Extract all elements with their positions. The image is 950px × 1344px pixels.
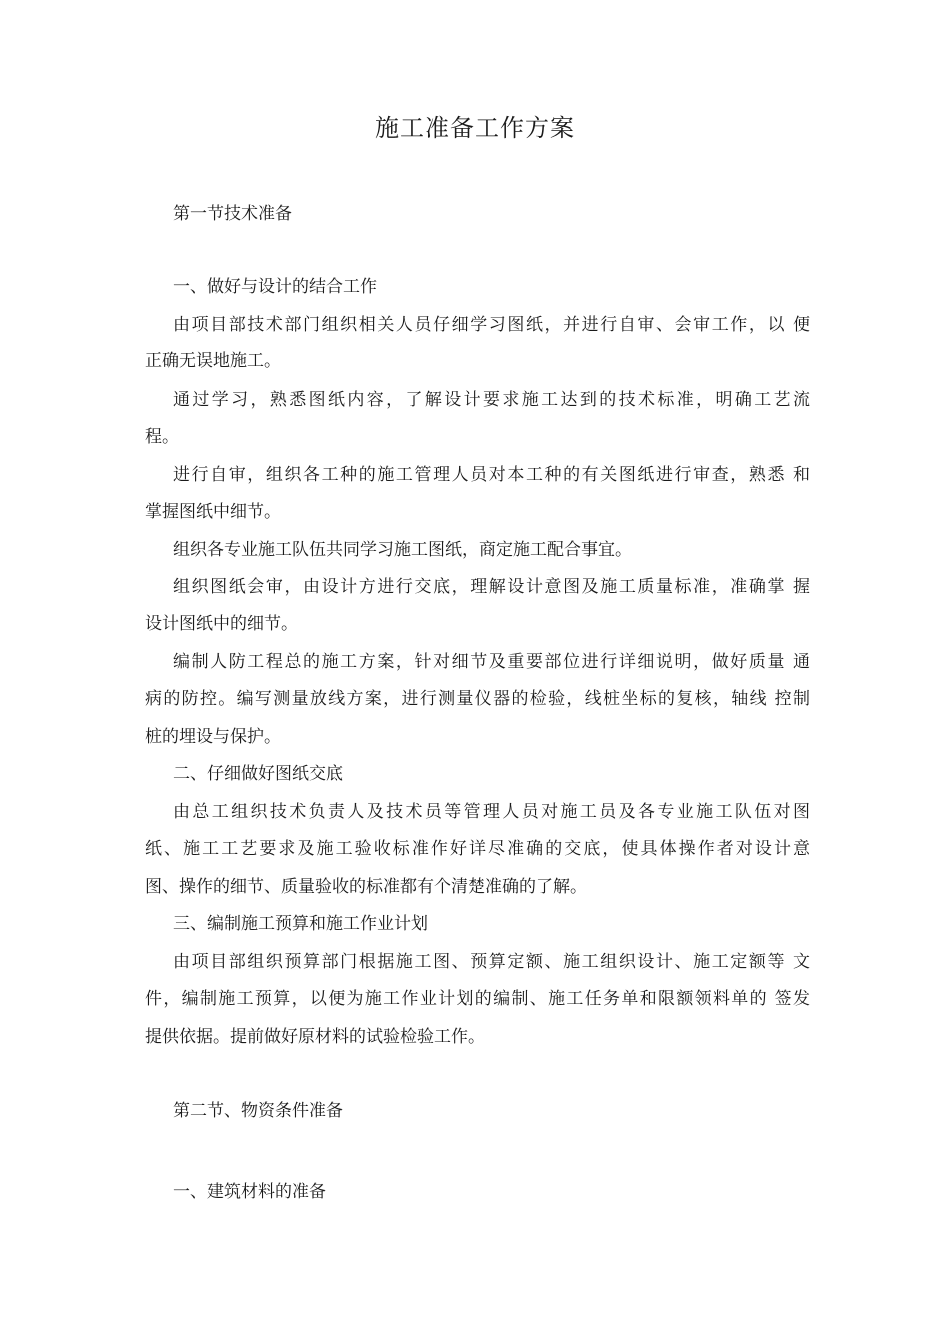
section-heading: 第一节技术准备 [173, 204, 292, 224]
paragraph-line: 进行自审，组织各工种的施工管理人员对本工种的有关图纸进行审查，熟悉 和 [173, 465, 810, 485]
paragraph-line: 程。 [145, 427, 179, 447]
paragraph-line: 通过学习，熟悉图纸内容，了解设计要求施工达到的技术标准，明确工艺流 [173, 390, 810, 410]
subsection-heading: 一、建筑材料的准备 [173, 1182, 326, 1202]
subsection-heading: 三、编制施工预算和施工作业计划 [173, 914, 428, 934]
paragraph-line: 组织各专业施工队伍共同学习施工图纸，商定施工配合事宜。 [173, 540, 632, 560]
paragraph-line: 图、操作的细节、质量验收的标准都有个清楚准确的了解。 [145, 877, 587, 897]
paragraph-line: 纸、施工工艺要求及施工验收标准作好详尽准确的交底，使具体操作者对设计意 [145, 839, 810, 859]
section-heading: 第二节、物资条件准备 [173, 1101, 343, 1121]
paragraph-line: 桩的埋设与保护。 [145, 727, 281, 747]
paragraph-line: 编制人防工程总的施工方案，针对细节及重要部位进行详细说明，做好质量 通 [173, 652, 810, 672]
paragraph-line: 提供依据。提前做好原材料的试验检验工作。 [145, 1027, 485, 1047]
paragraph-line: 正确无误地施工。 [145, 351, 281, 371]
subsection-heading: 二、仔细做好图纸交底 [173, 764, 343, 784]
paragraph-line: 掌握图纸中细节。 [145, 502, 281, 522]
paragraph-line: 由项目部技术部门组织相关人员仔细学习图纸，并进行自审、会审工作，以 便 [173, 315, 810, 335]
paragraph-line: 由总工组织技术负责人及技术员等管理人员对施工员及各专业施工队伍对图 [173, 802, 810, 822]
subsection-heading: 一、做好与设计的结合工作 [173, 277, 377, 297]
paragraph-line: 件，编制施工预算，以便为施工作业计划的编制、施工任务单和限额领料单的 签发 [145, 989, 810, 1009]
paragraph-line: 组织图纸会审，由设计方进行交底，理解设计意图及施工质量标准，准确掌 握 [173, 577, 810, 597]
paragraph-line: 病的防控。编写测量放线方案，进行测量仪器的检验，线桩坐标的复核，轴线 控制 [145, 689, 810, 709]
document-title: 施工准备工作方案 [375, 114, 575, 142]
paragraph-line: 设计图纸中的细节。 [145, 614, 298, 634]
paragraph-line: 由项目部组织预算部门根据施工图、预算定额、施工组织设计、施工定额等 文 [173, 952, 810, 972]
